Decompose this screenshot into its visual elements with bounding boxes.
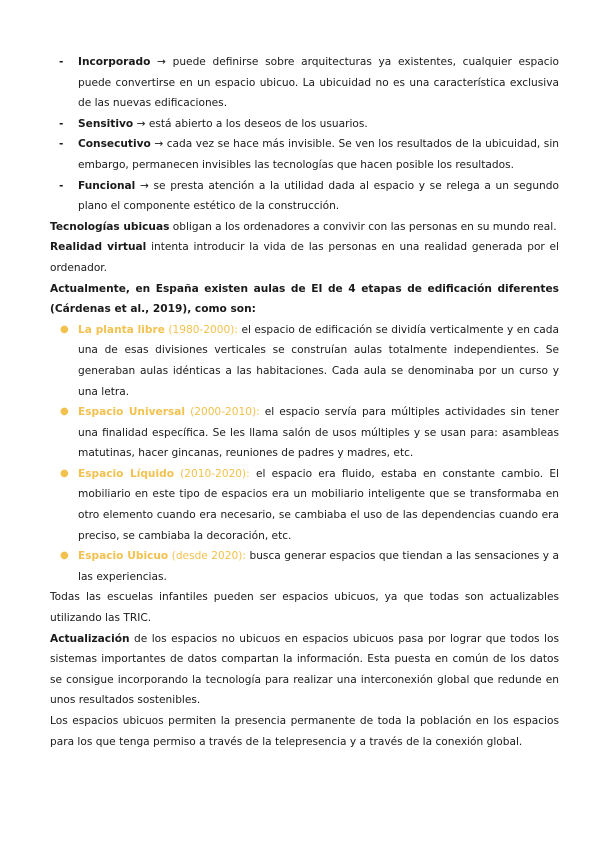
term: Funcional xyxy=(78,179,136,192)
paragraph-tecnologias: Tecnologías ubicuas obligan a los ordenadores a convivir con las personas en su mundo real. xyxy=(50,220,557,233)
bullet-icon: ● xyxy=(60,550,69,562)
list-item: ● Espacio Líquido (2010-2020): el espacio era fluido, estaba en constante cambio. El mobiliario en este tipo de espacios era un mobiliario inteligente que se transformaba en otro elemento cuando era necesario, se cambiaba el uso de las dependencias cuando era preciso, se cambiaba la decoración, etc. xyxy=(50,464,559,546)
document-body xyxy=(50,52,559,752)
bullet-icon: ● xyxy=(60,467,69,479)
list-item: ● Espacio Universal (2000-2010): el espacio servía para múltiples actividades sin tener una finalidad específica. Se les llama salón de usos múltiples y se usan para: asambleas matutinas, hacer gincanas, reuniones de padres y madres, etc. xyxy=(50,402,559,464)
paragraph-escuelas: Todas las escuelas infantiles pueden ser espacios ubicuos, ya que todas son actualizables utilizando las TRIC. xyxy=(50,591,559,625)
list-item: ● Espacio Ubicuo (desde 2020): busca generar espacios que tiendan a las sensaciones y a las experiencias. xyxy=(50,546,559,587)
paragraph-realidad-virtual: Realidad virtual intenta introducir la vida de las personas en una realidad generada por el ordenador. xyxy=(50,241,560,274)
arrow-icon: → xyxy=(154,138,164,151)
term: Sensitivo xyxy=(78,117,134,130)
list-item: - Funcional → se presta atención a la utilidad dada al espacio y se relega a un segundo plano el componente estético de la construcción. xyxy=(59,179,559,213)
term: Consecutivo xyxy=(78,138,151,151)
stages-list xyxy=(50,320,559,588)
bullet-icon: ● xyxy=(60,323,69,335)
paragraph-final: Los espacios ubicuos permiten la presencia permanente de toda la población en los espacios para los que tenga permiso a través de la telepresencia y a través de la conexión global. xyxy=(50,715,559,748)
characteristics-list xyxy=(50,52,559,217)
paragraph-actualmente: Actualmente, en España existen aulas de EI de 4 etapas de edificación diferentes (Cárdenas et al., 2019), como son: xyxy=(50,282,559,316)
bullet-icon: ● xyxy=(60,406,69,418)
arrow-icon: → xyxy=(136,117,146,130)
term: Incorporado xyxy=(78,56,151,68)
list-item: - Consecutivo → cada vez se hace más invisible. Se ven los resultados de la ubicuidad, sin embargo, permanecen invisibles las tecnologías que hacen posible los resultados. xyxy=(59,138,559,171)
list-item: - Sensitivo → está abierto a los deseos de los usuarios. xyxy=(59,117,368,130)
list-item: - Incorporado → puede definirse sobre arquitecturas ya existentes, cualquier espacio puede convertirse en un espacio ubicuo. La ubicuidad no es una característica exclusiva de las nuevas edificaciones. xyxy=(59,56,560,110)
list-item: ● La planta libre (1980-2000): el espacio de edificación se dividía verticalmente y en cada una de esas divisiones verticales se construían aulas totalmente independientes. Se generaban aulas idénticas a las habitaciones. Cada aula se denominaba por un curso y una letra. xyxy=(50,320,559,402)
arrow-icon: → xyxy=(139,179,149,192)
arrow-icon: → xyxy=(157,56,166,68)
paragraph-actualizacion: Actualización de los espacios no ubicuos en espacios ubicuos pasa por lograr que todos los sistemas importantes de datos compartan la información. Esta puesta en común de los datos se consigue incorporando la tecnología para realizar una interconexión global que redunde en unos resultados sostenibles. xyxy=(50,632,559,707)
